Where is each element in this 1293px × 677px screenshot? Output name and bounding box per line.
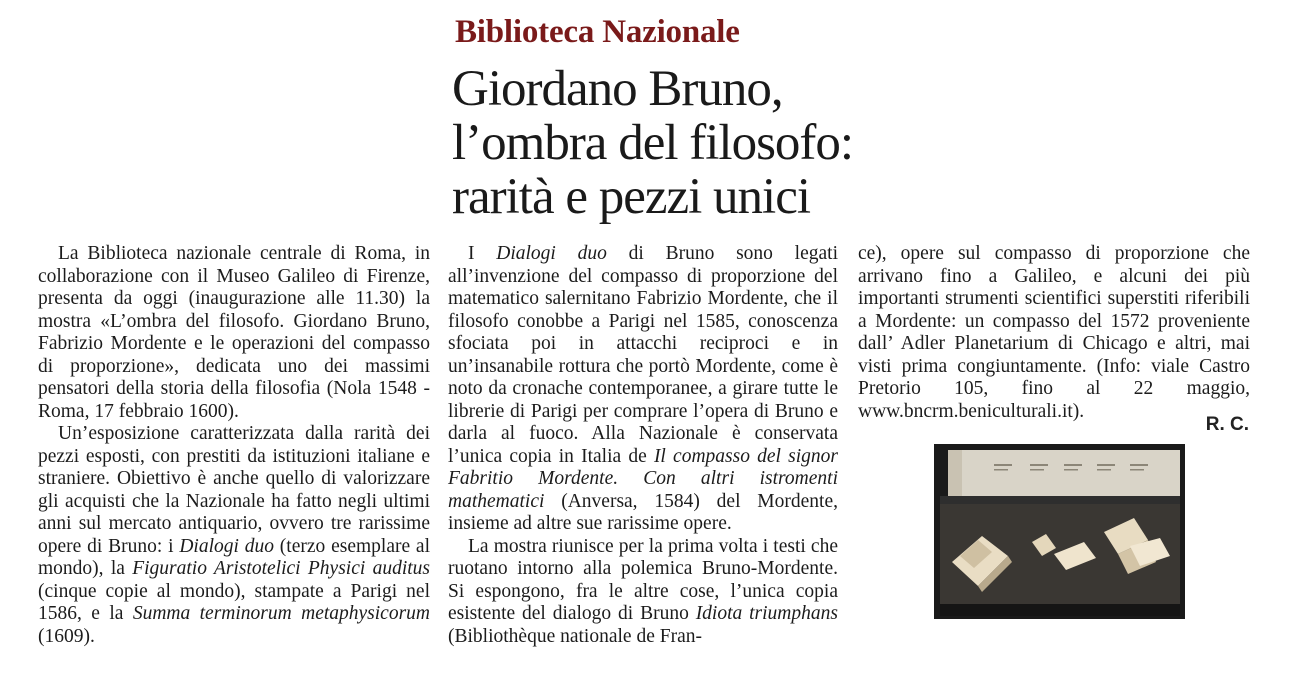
text-run: (Anversa, 1584) del Mordente, insieme ad altre sue rarissime opere.	[448, 490, 838, 534]
text-run: di Bruno sono legati all’invenzione del compasso di proporzione del matematico salernitano Fabrizio Mordente, che il filosofo conobbe a Parigi nel 1585, conoscenza sfociata poi in attacchi reciproci e in un’insanabile rottura che portò Mordente, come è noto da cronache contemporanee, a girare tutte le librerie di Parigi per comprare l’opera di Bruno e darla al fuoco. Alla Nazionale è conservata l’unica copia in Italia de	[448, 243, 838, 467]
author-signature: R. C.	[1205, 414, 1249, 435]
article-column-3	[858, 243, 1250, 423]
paragraph: La Biblioteca nazionale centrale di Roma, in collaborazione con il Museo Galileo di Firenze, presenta da oggi (inaugurazione alle 11.30) la mostra «L’ombra del filosofo. Giordano Bruno, Fabrizio Mordente e le operazioni del compasso di proporzione», dedicata uno dei massimi pensatori della storia della filosofia (Nola 1548 - Roma, 17 febbraio 1600).	[38, 243, 430, 422]
photo-illustration	[934, 444, 1185, 619]
text-run: (Bibliothèque nationale de Fran-	[448, 625, 702, 647]
title-line-1: Giordano Bruno,	[452, 61, 783, 117]
article-column-2	[448, 243, 838, 648]
book-title: Dialogi duo	[179, 535, 274, 557]
text-run: I	[468, 243, 497, 264]
section-heading: Biblioteca Nazionale	[455, 14, 740, 50]
text-run: La mostra riunisce per la prima volta i testi che ruotano intorno alla polemica Bruno-Mordente. Si espongono, fra le altre cose, l’unica copia esistente del dialogo di Bruno	[448, 535, 838, 624]
text-run: Un’esposizione caratterizzata dalla rarità dei pezzi esposti, con prestiti da istituzioni italiane e straniere. Obiettivo è anche quello di valorizzare gli acquisti che la Nazionale ha fatto negli ultimi anni sul mercato antiquario, ovvero tre rarissime opere di Bruno: i	[38, 423, 430, 557]
text-run: (cinque copie al mondo), stampate a Parigi nel 1586, e la	[38, 580, 430, 624]
article-title	[452, 62, 1012, 224]
paragraph: ce), opere sul compasso di proporzione che arrivano fino a Galileo, e alcuni dei più importanti strumenti scientifici superstiti riferibili a Mordente: un compasso del 1572 proveniente dall’ Adler Planetarium di Chicago e altri, mai visti prima congiuntamente. (Info: viale Castro Pretorio 105, fino al 22 maggio, www.bncrm.beniculturali.it).	[858, 243, 1250, 422]
title-line-3: rarità e pezzi unici	[452, 169, 811, 225]
book-title: Figuratio Aristotelici Physici auditus	[132, 558, 430, 579]
paragraph	[448, 536, 838, 649]
article-column-1	[38, 243, 430, 648]
text-run: (1609).	[38, 625, 95, 647]
text-run: (terzo esemplare al mondo), la	[38, 535, 431, 579]
book-title: Il compasso del signor Fabritio Mordente. Con altri istromenti mathematici	[448, 445, 838, 512]
paragraph	[448, 243, 838, 536]
book-title: Dialogi duo	[496, 243, 607, 264]
paragraph	[38, 423, 430, 648]
book-title: Summa terminorum metaphysicorum	[132, 603, 431, 624]
exhibition-books-photo	[934, 444, 1185, 619]
book-title: Idiota triumphans	[695, 603, 838, 624]
title-line-2: l’ombra del filosofo:	[452, 115, 854, 171]
